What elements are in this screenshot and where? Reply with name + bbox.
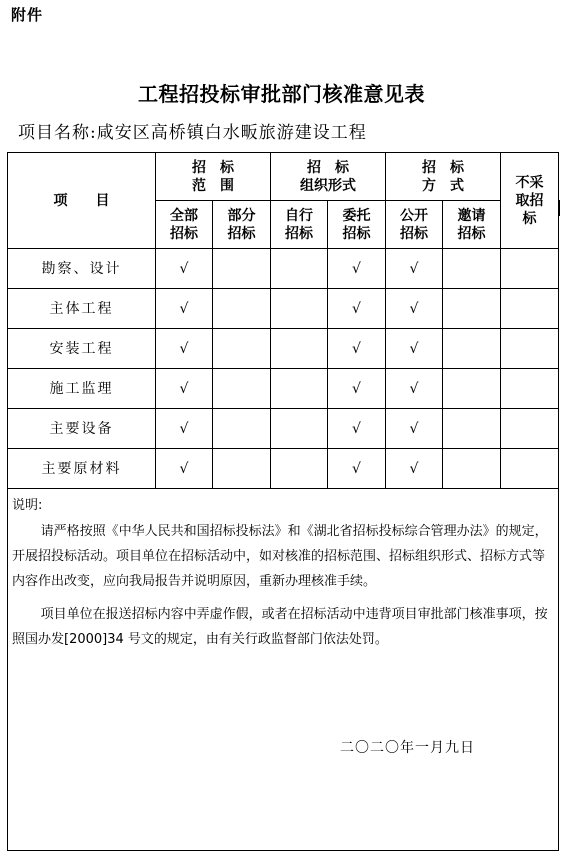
cell-entrust-bid: √ [328,369,386,409]
header-invite-bid: 邀请 招标 [443,201,501,249]
cell-part-bid [213,449,271,489]
cell-open-bid: √ [386,249,443,289]
cell-entrust-bid: √ [328,449,386,489]
cell-part-bid [213,249,271,289]
cell-invite-bid [443,289,501,329]
cell-invite-bid [443,249,501,289]
cell-part-bid [213,329,271,369]
cell-self-bid [271,249,328,289]
cell-self-bid [271,449,328,489]
project-name: 项目名称:咸安区高桥镇白水畈旅游建设工程 [18,123,367,143]
cell-no-bid [501,409,559,449]
cell-invite-bid [443,409,501,449]
cell-all-bid: √ [156,369,213,409]
row-label: 施工监理 [8,369,156,409]
cell-no-bid [501,249,559,289]
cell-entrust-bid: √ [328,329,386,369]
cell-entrust-bid: √ [328,289,386,329]
cell-open-bid: √ [386,409,443,449]
notes-paragraph-1: 请严格按照《中华人民共和国招标投标法》和《湖北省招标投标综合管理办法》的规定，开展招投标活动。项目单位在招标活动中，如对核准的招标范围、招标组织形式、招标方式等内容作出改变，应向我局报告并说明原因，重新办理核准手续。 [12,524,548,589]
header-organization: 招 标 组织形式 [271,153,386,201]
cell-self-bid [271,289,328,329]
header-entrust-bid: 委托 招标 [328,201,386,249]
approval-date: 二〇二〇年一月九日 [340,740,475,756]
cell-all-bid: √ [156,289,213,329]
cell-no-bid [501,289,559,329]
header-scope: 招 标 范 围 [156,153,271,201]
table-row [8,249,559,289]
cell-self-bid [271,409,328,449]
header-item: 项 目 [8,153,156,249]
cell-part-bid [213,409,271,449]
attachment-label: 附件 [11,6,44,24]
table-row [8,329,559,369]
document-title: 工程招投标审批部门核准意见表 [138,82,425,106]
cell-open-bid: √ [386,369,443,409]
row-label: 勘察、设计 [8,249,156,289]
header-open-bid: 公开 招标 [386,201,443,249]
cell-all-bid: √ [156,449,213,489]
cell-part-bid [213,369,271,409]
cell-no-bid [501,329,559,369]
header-all-bid: 全部 招标 [156,201,213,249]
row-label: 安装工程 [8,329,156,369]
cell-invite-bid [443,329,501,369]
cell-invite-bid [443,369,501,409]
cell-open-bid: √ [386,449,443,489]
cell-no-bid [501,369,559,409]
table-row [8,369,559,409]
approval-table [7,152,559,851]
notes-section [8,489,559,851]
cell-self-bid [271,329,328,369]
cell-entrust-bid: √ [328,249,386,289]
notes-label: 说明: [12,498,43,513]
table-row [8,449,559,489]
table-row [8,409,559,449]
cell-open-bid: √ [386,289,443,329]
header-self-bid: 自行 招标 [271,201,328,249]
notes-paragraph-2: 项目单位在报送招标内容中弄虚作假，或者在招标活动中违背项目审批部门核准事项，按照国办发[2000]34 号文的规定，由有关行政监督部门依法处罚。 [12,607,548,647]
cell-entrust-bid: √ [328,409,386,449]
cell-self-bid [271,369,328,409]
notes-row [8,489,559,851]
cell-all-bid: √ [156,249,213,289]
cell-part-bid [213,289,271,329]
row-label: 主要原材料 [8,449,156,489]
header-no-bid: 不采 取招 标 [501,153,559,249]
cell-open-bid: √ [386,329,443,369]
cell-invite-bid [443,449,501,489]
header-row-groups [8,153,559,201]
cell-all-bid: √ [156,409,213,449]
cell-all-bid: √ [156,329,213,369]
row-label: 主要设备 [8,409,156,449]
table-row [8,289,559,329]
cell-no-bid [501,449,559,489]
row-label: 主体工程 [8,289,156,329]
header-method: 招 标 方 式 [386,153,501,201]
header-part-bid: 部分 招标 [213,201,271,249]
